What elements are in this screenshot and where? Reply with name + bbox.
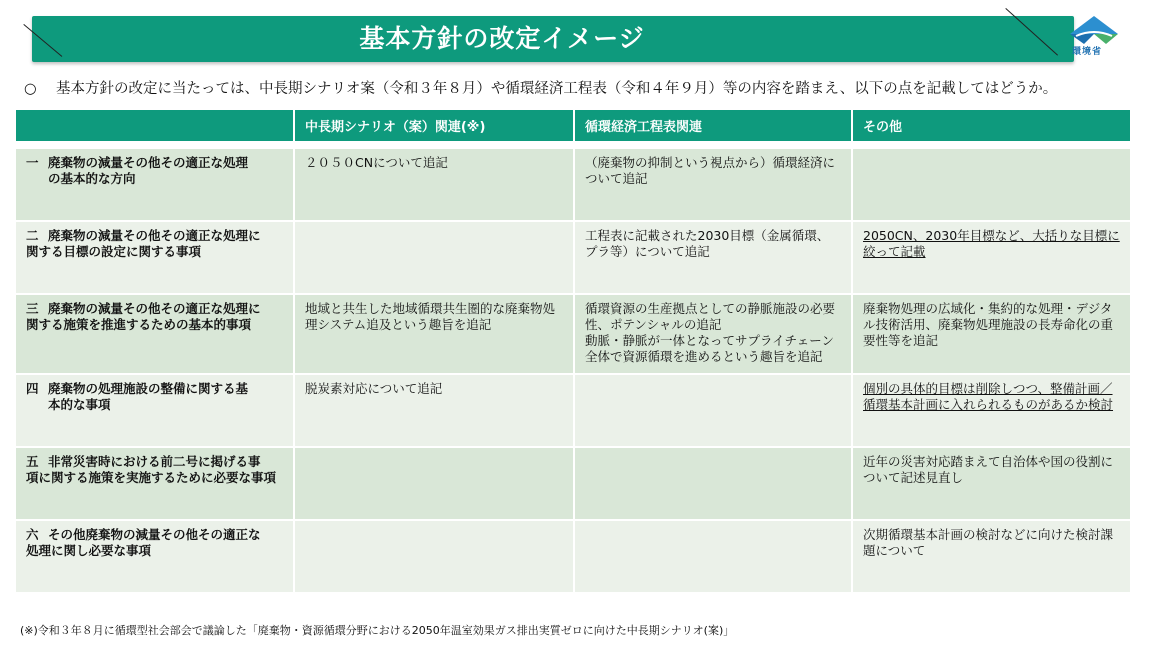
header-roadmap: 循環経済工程表関連 xyxy=(574,110,852,141)
item-cell xyxy=(16,294,294,374)
item-line: その他廃棄物の減量その他その適正な xyxy=(48,527,261,542)
scenario-cell xyxy=(294,221,574,294)
table-row xyxy=(16,221,1131,294)
scenario-cell: 地域と共生した地域循環共生圏的な廃棄物処理システム追及という趣旨を追記 xyxy=(294,294,574,374)
item-cell xyxy=(16,148,294,221)
item-line: 関する目標の設定に関する事項 xyxy=(26,244,202,259)
other-cell xyxy=(852,148,1131,221)
table-row xyxy=(16,148,1131,221)
header-spacer xyxy=(16,141,1131,148)
item-line: 非常災害時における前二号に掲げる事 xyxy=(48,454,261,469)
item-number: 五 xyxy=(26,454,39,469)
roadmap-cell: 循環資源の生産拠点としての静脈施設の必要性、ポテンシャルの追記 動脈・静脈が一体となってサプライチェーン全体で資源循環を進めるという趣旨を追記 xyxy=(574,294,852,374)
roadmap-cell: （廃棄物の抑制という視点から）循環経済について追記 xyxy=(574,148,852,221)
header-item xyxy=(16,110,294,141)
table-row xyxy=(16,520,1131,593)
item-line: 関する施策を推進するための基本的事項 xyxy=(26,317,252,332)
roadmap-cell: 工程表に記載された2030目標（金属循環、プラ等）について追記 xyxy=(574,221,852,294)
policy-table xyxy=(16,110,1132,594)
item-line: 本的な事項 xyxy=(48,397,111,412)
other-cell: 近年の災害対応踏まえて自治体や国の役割について記述見直し xyxy=(852,447,1131,520)
bullet-icon: ○ xyxy=(24,81,37,97)
item-line: 廃棄物の減量その他その適正な処理に xyxy=(48,228,261,243)
other-cell: 個別の具体的目標は削除しつつ、整備計画／循環基本計画に入れられるものがあるか検討 xyxy=(852,374,1131,447)
item-line: 廃棄物の減量その他その適正な処理に xyxy=(48,301,261,316)
table-row xyxy=(16,447,1131,520)
other-cell: 廃棄物処理の広域化・集約的な処理・デジタル技術活用、廃棄物処理施設の長寿命化の重要性等を追記 xyxy=(852,294,1131,374)
roadmap-cell xyxy=(574,374,852,447)
item-number: 一 xyxy=(26,155,39,170)
intro-text xyxy=(24,77,1057,98)
roadmap-cell xyxy=(574,520,852,593)
item-cell xyxy=(16,447,294,520)
table-row xyxy=(16,374,1131,447)
scenario-cell xyxy=(294,520,574,593)
item-line: 処理に関し必要な事項 xyxy=(26,543,152,558)
other-cell: 次期循環基本計画の検討などに向けた検討課題について xyxy=(852,520,1131,593)
item-number: 四 xyxy=(26,381,39,396)
table-row xyxy=(16,294,1131,374)
item-line: の基本的な方向 xyxy=(48,171,136,186)
item-number: 二 xyxy=(26,228,39,243)
item-cell xyxy=(16,374,294,447)
item-line: 廃棄物の処理施設の整備に関する基 xyxy=(48,381,249,396)
item-number: 六 xyxy=(26,527,39,542)
footnote: (※)令和３年８月に循環型社会部会で議論した「廃棄物・資源循環分野における2050年温室効果ガス排出実質ゼロに向けた中長期シナリオ(案)」 xyxy=(20,624,735,637)
roadmap-cell xyxy=(574,447,852,520)
header-scenario: 中長期シナリオ（案）関連(※) xyxy=(294,110,574,141)
item-line: 廃棄物の減量その他その適正な処理 xyxy=(48,155,249,170)
other-cell: 2050CN、2030年目標など、大括りな目標に絞って記載 xyxy=(852,221,1131,294)
item-cell xyxy=(16,520,294,593)
title-banner xyxy=(32,16,1074,62)
table-header-row xyxy=(16,110,1131,141)
scenario-cell: 脱炭素対応について追記 xyxy=(294,374,574,447)
item-line: 項に関する施策を実施するために必要な事項 xyxy=(26,470,277,485)
scenario-cell: ２０５０CNについて追記 xyxy=(294,148,574,221)
intro-body: 基本方針の改定に当たっては、中長期シナリオ案（令和３年８月）や循環経済工程表（令和４年９月）等の内容を踏まえ、以下の点を記載してはどうか。 xyxy=(56,81,1058,97)
logo-text: 環境省 xyxy=(1072,47,1103,57)
scenario-cell xyxy=(294,447,574,520)
page-title: 基本方針の改定イメージ xyxy=(359,24,645,53)
header-other: その他 xyxy=(852,110,1131,141)
item-cell xyxy=(16,221,294,294)
item-number: 三 xyxy=(26,301,39,316)
